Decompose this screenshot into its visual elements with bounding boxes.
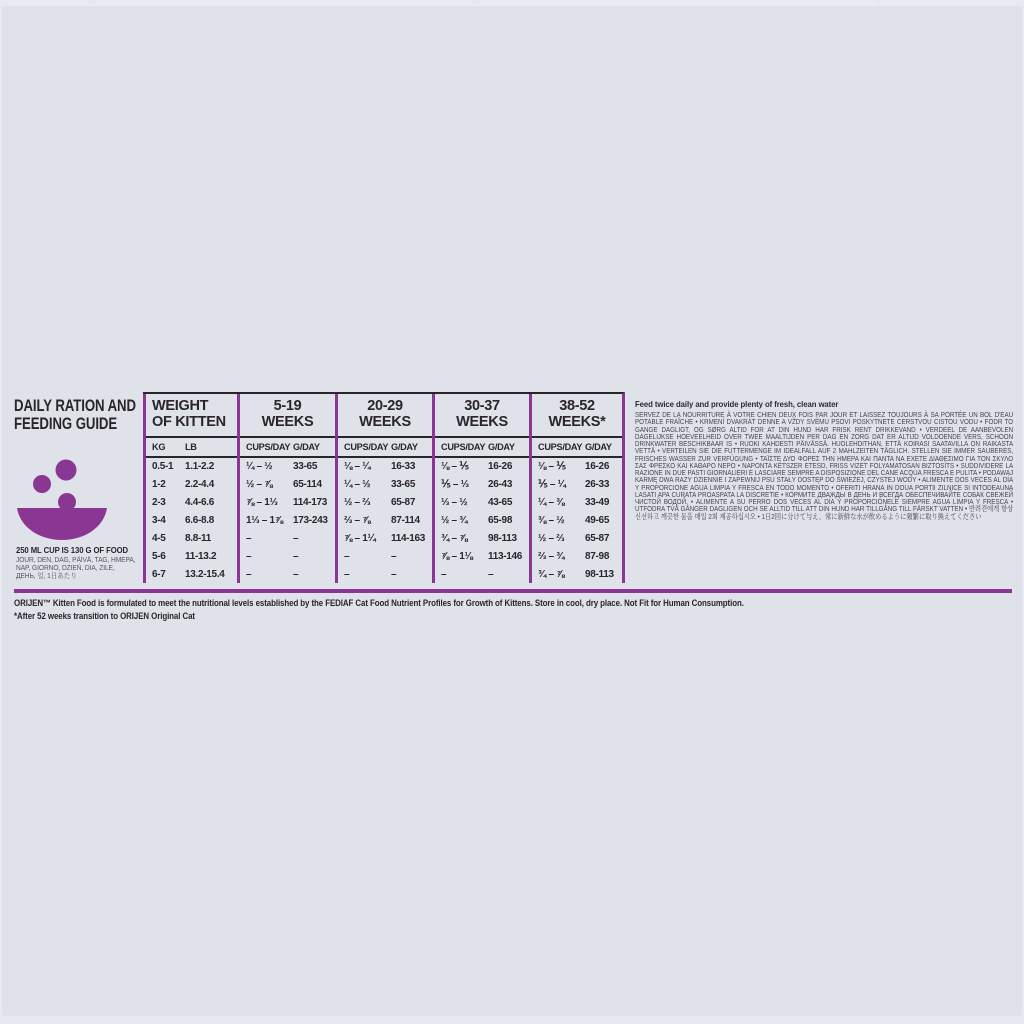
cell-cups: –	[441, 568, 447, 580]
water-note-heading: Feed twice daily and provide plenty of fresh, clean water	[635, 399, 839, 409]
week-label: WEEKS	[359, 413, 411, 430]
table-row	[435, 529, 529, 547]
cell-cups: ½ – ¾	[441, 515, 468, 526]
table-row	[435, 476, 529, 494]
table-row	[532, 547, 622, 565]
cell-kg: 0.5-1	[152, 461, 174, 473]
table-row	[532, 565, 622, 583]
table-row	[338, 547, 432, 565]
title-line-2: FEEDING GUIDE	[14, 414, 118, 433]
cell-cups: ⅞ – 1⅛	[441, 550, 473, 562]
cell-grams: –	[293, 550, 299, 562]
week-column-5-19	[237, 394, 335, 583]
cell-grams: 114-173	[293, 497, 328, 509]
water-note-body: SERVEZ DE LA NOURRITURE À VOTRE CHIEN DEUX FOIS PAR JOUR ET LAISSEZ TOUJOURS À SA PORTÉE UN BOL D'EAU POTABLE FRAÎCHE • KRMENÍ DVAKRÁT DENNE A VŽDY SVÉMU PSOVI POSKYTNETE CERSTVOU CISTOU VODU • FODR TO GANGE DAGLIGT, OG SØRG ALTID FOR AT DIN HUND HAR FRISK RENT DRIKKEVAND • VERDEEL DE AANBEVOLEN DAGELIJKSE HOEVEELHEID OVER TWEE MAALTIJDEN PER DAG EN ZORG DAT ER ALTIJD VOLDOENDE VERS, SCHOON DRINKWATER BESCHIKBAAR IS • RUOKI KAHDESTI PÄIVÄSSÄ. HUOLEHDITHAN, ETTÄ KOIRASI SAATAVILLA ON RAIKASTA VETTÄ • VERTEILEN SIE DIE FUTTERMENGE IM IDEALFALL AUF 2 MAHLZEITEN TÄGLICH. STELLEN SIE IMMER SAUBERES, FRISCHES WASSER ZUR VERFÜGUNG • ΤΑΪΣΤΕ ΔΥΟ ΦΟΡΕΣ ΤΗΝ ΗΜΕΡΑ ΚΑΙ ΠΑΝΤΑ ΝΑ ΕΧΕΤΕ ΔΙΑΘΕΣΙΜΟ ΓΙΑ ΤΟΝ ΣΚΥΛΟ ΣΑΣ ΦΡΕΣΚΟ ΚΑΙ ΚΑΘΑΡΟ ΝΕΡΟ • NAPONTA KÉTSZER ETESD, FRISS VIZET FOLYAMATOSAN BIZTOSÍTS • SUDDIVIDERE LA RAZIONE IN DUE PASTI GIORNALIERI E LASCIARE SEMPRE A DISPOSIZIONE DEL CANE ACQUA FRESCA E PULITA • PODAWAJ KARMĘ DWA RAZY DZIENNIE I ZAPEWNIJ PSU STAŁY DOSTĘP DO ŚWIEŻEJ, CZYSTEJ WODY • ALIMENTE DOS VECES AL DÍA Y PROPORCIONE AGUA LIMPIA Y FRESCA EN TODO MOMENTO • OFERITI HRANA IN DOUA PORTII ZILNICE SI INTODEAUNA LASATI APA CURATA PROASPATA LA DISCRETIE • КОРМИТЕ ДВАЖДЫ В ДЕНЬ И ВСЕГДА ОБЕСПЕЧИВАЙТЕ СОБАК СВЕЖЕЙ ЧИСТОЙ ВОДОЙ. • ALIMENTE A SU PERRO DOS VECES AL DÍA Y PROPORCIÓNELE SIEMPRE AGUA LIMPIA Y FRESCA • UTFODRA TVÅ GÅNGER DAGLIGEN OCH SE ALLTID TILL ATT DIN HUND HAR TILLGÅNG TILL FÄRSKT VATTEN • 반려견에게 항상 신선하고 깨끗한 물을 매일 2회 제공하십시오 • 1日2回に分けて与え、常に新鮮な水が飲めるように頻繁に取り換えてください	[635, 410, 1014, 521]
cell-cups: ¾ – ⅞	[441, 532, 468, 544]
cell-grams: 49-65	[585, 515, 610, 526]
cell-cups: ⅓ – ½	[441, 497, 468, 509]
cell-grams: 98-113	[585, 568, 614, 580]
cell-grams: 26-43	[488, 479, 513, 491]
cell-cups: ⅜ – ½	[538, 515, 565, 526]
kibble-bowl-icon	[17, 452, 107, 540]
transition-note: *After 52 weeks transition to ORIJEN Original Cat	[14, 610, 195, 621]
cell-lb: 2.2-4.4	[185, 479, 215, 491]
cell-cups: –	[246, 568, 252, 580]
table-row	[240, 547, 335, 565]
cell-cups: ½ – ⅞	[246, 479, 273, 491]
table-row	[338, 529, 432, 547]
week-range: 20-29	[367, 398, 403, 414]
top-edge-segment	[0, 0, 89, 6]
table-row	[532, 494, 622, 512]
cell-cups: ⅛ – ¼	[344, 461, 371, 473]
fediaf-statement: ORIJEN™ Kitten Food is formulated to meet the nutritional levels established by the FEDIAF Cat Food Nutrient Profiles for Growth of Kittens. Store in cool, dry place. Not Fit for Human Consumption.	[14, 598, 744, 608]
title-line-1: DAILY RATION AND	[14, 397, 136, 415]
cell-grams: 114-163	[391, 532, 426, 544]
cell-grams: –	[488, 568, 494, 580]
cups-day-label: CUPS/DAY	[441, 442, 486, 452]
cell-kg: 5-6	[152, 550, 166, 562]
cell-cups: ¼ – ½	[246, 461, 273, 473]
week-header	[532, 394, 622, 438]
week-label: WEEKS	[261, 413, 314, 430]
divider-bar	[14, 589, 1012, 593]
table-row	[435, 512, 529, 530]
g-day-label: G/DAY	[585, 442, 612, 452]
cell-cups: –	[344, 568, 350, 580]
top-edge-segment	[93, 0, 473, 6]
week-subheader	[338, 438, 432, 458]
cell-cups: ⅛ – ⅕	[441, 461, 469, 473]
cell-cups: –	[246, 550, 252, 562]
week-rows	[435, 458, 529, 583]
cell-grams: –	[391, 568, 397, 580]
week-range: 30-37	[464, 398, 500, 414]
cell-cups: ⅞ – 1¼	[344, 532, 376, 544]
cell-grams: 87-114	[391, 515, 420, 526]
table-row	[435, 565, 529, 583]
cell-cups: ½ – ⅔	[344, 497, 371, 509]
cell-kg: 1-2	[152, 479, 166, 491]
lb-label: LB	[185, 442, 197, 452]
week-column-20-29	[335, 394, 432, 583]
table-row	[532, 458, 622, 476]
table-row	[338, 565, 432, 583]
kg-label: KG	[152, 442, 166, 452]
cell-grams: 16-26	[585, 461, 610, 473]
cell-grams: 113-146	[488, 550, 523, 562]
cups-day-label: CUPS/DAY	[246, 442, 291, 452]
cell-grams: 65-87	[391, 497, 416, 509]
week-range: 5-19	[273, 398, 302, 414]
cell-grams: 98-113	[488, 532, 517, 544]
cell-cups: –	[344, 550, 350, 562]
table-row	[146, 476, 237, 494]
table-row	[532, 512, 622, 530]
cell-grams: –	[293, 568, 299, 580]
week-column-38-52	[529, 394, 622, 583]
cell-grams: –	[293, 532, 299, 544]
cell-kg: 3-4	[152, 515, 166, 526]
top-edge-segment	[477, 0, 877, 6]
week-subheader	[435, 438, 529, 458]
cell-grams: 65-114	[293, 479, 322, 491]
table-row	[532, 529, 622, 547]
cell-grams: 65-87	[585, 532, 610, 544]
week-rows	[240, 458, 335, 583]
table-row	[146, 529, 237, 547]
table-row	[146, 458, 237, 476]
cell-grams: 173-243	[293, 515, 328, 526]
weight-rows	[146, 458, 237, 583]
cell-cups: ⅕ – ⅓	[441, 479, 469, 491]
week-header	[240, 394, 335, 438]
cell-cups: 1⅓ – 1⅞	[246, 515, 283, 526]
cell-lb: 8.8-11	[185, 532, 212, 544]
cell-kg: 2-3	[152, 497, 166, 509]
feeding-guide-table	[143, 392, 625, 583]
table-row	[146, 547, 237, 565]
table-row	[338, 494, 432, 512]
cell-cups: ¾ – ⅞	[538, 568, 565, 580]
week-header	[435, 394, 529, 438]
table-row	[532, 476, 622, 494]
cup-measure-note: 250 ML CUP IS 130 G OF FOOD	[16, 545, 129, 555]
cell-cups: ¼ – ⅜	[538, 497, 565, 509]
table-row	[338, 458, 432, 476]
table-row	[435, 458, 529, 476]
cell-cups: ⅕ – ¼	[538, 479, 566, 491]
table-row	[240, 458, 335, 476]
cell-cups: ⅛ – ⅕	[538, 461, 566, 473]
cups-day-label: CUPS/DAY	[538, 442, 583, 452]
cell-cups: ¼ – ½	[344, 479, 371, 491]
table-row	[240, 476, 335, 494]
table-row	[435, 547, 529, 565]
weight-subheader	[146, 438, 237, 458]
table-row	[146, 494, 237, 512]
cell-grams: 16-33	[391, 461, 416, 473]
cell-lb: 11-13.2	[185, 550, 217, 562]
weight-header	[146, 394, 237, 438]
cell-cups: ⅔ – ⅞	[344, 515, 371, 526]
week-label: WEEKS*	[548, 413, 606, 430]
table-row	[240, 494, 335, 512]
cell-grams: 43-65	[488, 497, 513, 509]
cell-cups: –	[246, 532, 252, 544]
cell-grams: 33-65	[293, 461, 318, 473]
cell-cups: ⅔ – ¾	[538, 550, 565, 562]
week-rows	[532, 458, 622, 583]
table-row	[338, 476, 432, 494]
table-row	[240, 512, 335, 530]
table-row	[240, 529, 335, 547]
day-translations: JOUR, DEN, DAG, PÄIVÄ, TAG, HMEPA, NAP, GIORNO, DZIEŃ, DIA, ZILE, ДЕНЬ, 일, 1日あたり	[16, 557, 136, 581]
cell-kg: 4-5	[152, 532, 166, 544]
week-column-30-37	[432, 394, 529, 583]
table-row	[435, 494, 529, 512]
week-subheader	[532, 438, 622, 458]
cell-cups: ½ – ⅔	[538, 532, 565, 544]
g-day-label: G/DAY	[391, 442, 418, 452]
page-title	[14, 398, 136, 433]
cell-kg: 6-7	[152, 568, 166, 580]
table-row	[146, 565, 237, 583]
table-row	[240, 565, 335, 583]
week-header	[338, 394, 432, 438]
cell-grams: 33-65	[391, 479, 416, 491]
cell-grams: 65-98	[488, 515, 513, 526]
cell-grams: 16-26	[488, 461, 513, 473]
g-day-label: G/DAY	[488, 442, 515, 452]
cell-lb: 4.4-6.6	[185, 497, 215, 509]
footer-notes	[14, 597, 1000, 622]
table-row	[338, 512, 432, 530]
cell-grams: 87-98	[585, 550, 610, 562]
week-rows	[338, 458, 432, 583]
cups-day-label: CUPS/DAY	[344, 442, 389, 452]
cell-grams: –	[391, 550, 397, 562]
week-label: WEEKS	[456, 413, 508, 430]
week-range: 38-52	[559, 398, 595, 414]
weight-header-line1: WEIGHT	[152, 398, 209, 414]
cell-lb: 1.1-2.2	[185, 461, 215, 473]
cell-lb: 13.2-15.4	[185, 568, 225, 580]
cell-grams: 26-33	[585, 479, 610, 491]
cell-lb: 6.6-8.8	[185, 515, 215, 526]
weight-header-line2: OF KITTEN	[152, 413, 226, 430]
cell-cups: ⅞ – 1⅓	[246, 497, 278, 509]
table-row	[146, 512, 237, 530]
cell-grams: 33-49	[585, 497, 610, 509]
weight-column	[143, 394, 237, 583]
week-subheader	[240, 438, 335, 458]
g-day-label: G/DAY	[293, 442, 320, 452]
top-edge-segment	[881, 0, 1024, 6]
